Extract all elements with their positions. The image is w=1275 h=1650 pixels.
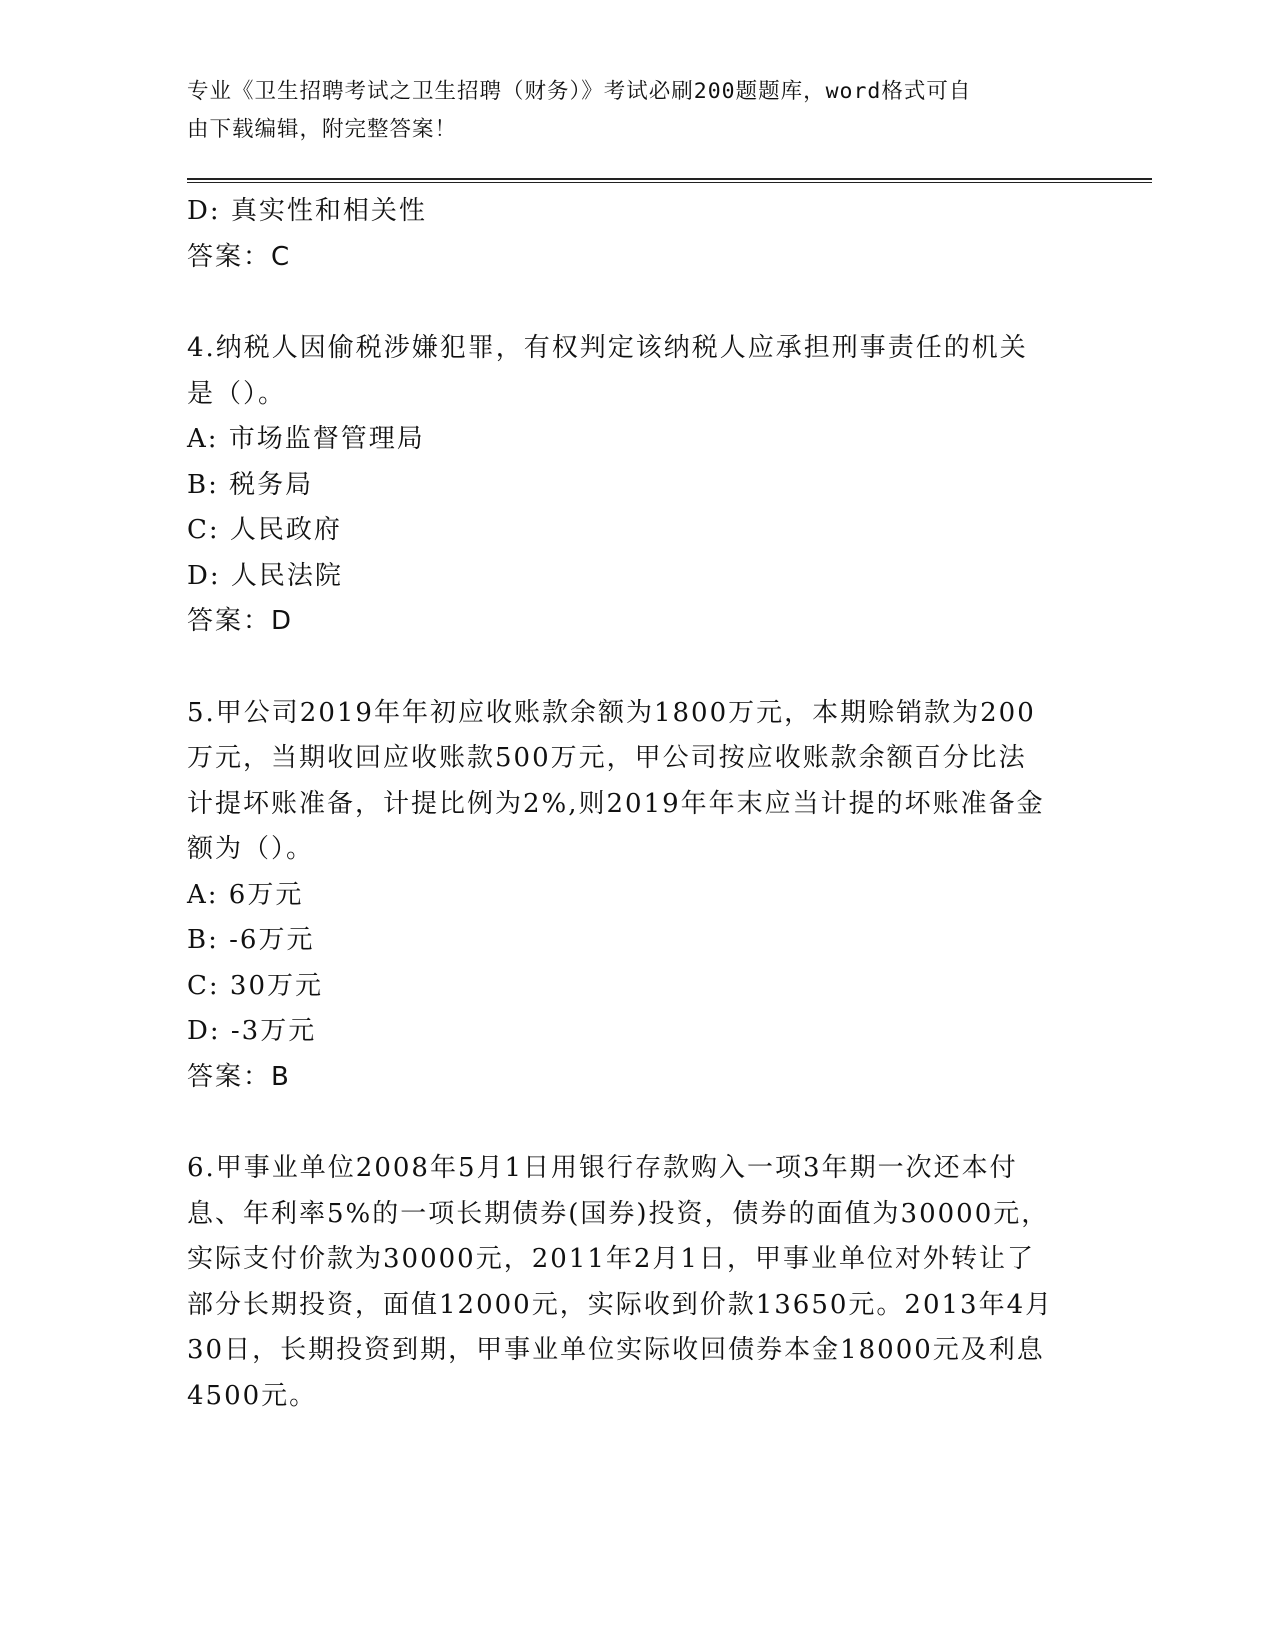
question-stem: 部分长期投资，面值12000元，实际收到价款13650元。2013年4月	[187, 1289, 1054, 1320]
question-content	[187, 189, 1077, 1419]
spacer	[187, 645, 1077, 691]
header-line-1: 专业《卫生招聘考试之卫生招聘（财务）》考试必刷200题题库，word格式可自	[187, 79, 972, 104]
option-d: D: 真实性和相关性	[187, 196, 427, 226]
question-stem: 是（）。	[187, 378, 287, 409]
option-c: C: 人民政府	[187, 515, 342, 545]
option-b: B: 税务局	[187, 469, 314, 500]
spacer	[187, 280, 1077, 326]
header-line-2: 由下载编辑，附完整答案！	[187, 117, 458, 142]
question-stem: 万元，当期收回应收账款500万元，甲公司按应收账款余额百分比法	[187, 743, 1027, 773]
question-stem: 额为（）。	[187, 834, 315, 864]
answer-line: 答案：D	[187, 606, 294, 636]
option-b: B: -6万元	[187, 925, 315, 955]
header-rule-thin	[187, 182, 1152, 183]
question-block-3-tail	[187, 189, 1077, 280]
page-header	[187, 73, 1067, 149]
question-block-6	[187, 1146, 1077, 1419]
question-stem: 4500元。	[187, 1380, 318, 1411]
option-d: D: 人民法院	[187, 560, 343, 591]
option-a: A: 市场监督管理局	[187, 424, 425, 454]
answer-line: 答案：B	[187, 1061, 291, 1092]
question-stem: 计提坏账准备，计提比例为2%,则2019年年末应当计提的坏账准备金	[187, 788, 1045, 819]
question-stem: 4.纳税人因偷税涉嫌犯罪，有权判定该纳税人应承担刑事责任的机关	[187, 333, 1028, 363]
header-rule-thick	[187, 178, 1152, 180]
question-stem: 30日，长期投资到期，甲事业单位实际收回债券本金18000元及利息	[187, 1335, 1045, 1365]
question-stem: 6.甲事业单位2008年5月1日用银行存款购入一项3年期一次还本付	[187, 1153, 1018, 1183]
question-stem: 息、年利率5%的一项长期债券(国券)投资，债券的面值为30000元，	[187, 1198, 1050, 1229]
option-d: D: -3万元	[187, 1016, 317, 1046]
question-stem: 5.甲公司2019年年初应收账款余额为1800万元，本期赊销款为200	[187, 697, 1036, 728]
question-stem: 实际支付价款为30000元，2011年2月1日，甲事业单位对外转让了	[187, 1244, 1035, 1274]
question-block-5	[187, 691, 1077, 1101]
option-a: A: 6万元	[187, 879, 304, 910]
answer-line: 答案：C	[187, 241, 292, 272]
spacer	[187, 1100, 1077, 1146]
question-block-4	[187, 326, 1077, 645]
option-c: C: 30万元	[187, 970, 324, 1001]
